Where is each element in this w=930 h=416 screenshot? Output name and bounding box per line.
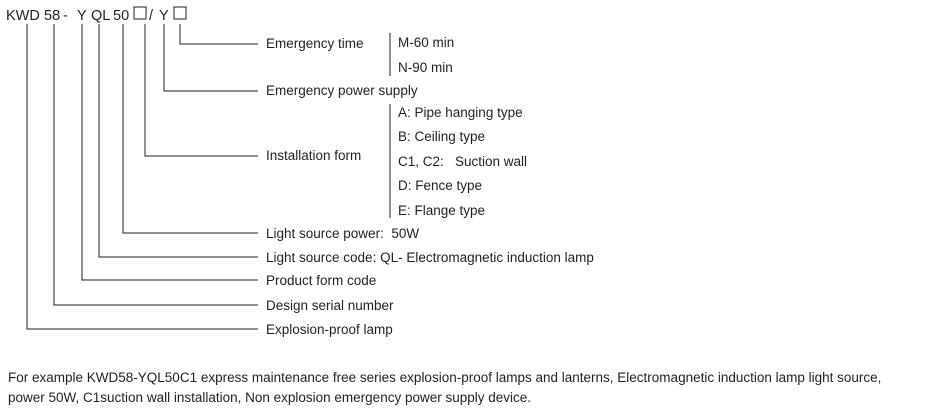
label-emergency-time: Emergency time <box>266 36 364 51</box>
label-design-serial-number: Design serial number <box>266 298 394 313</box>
option-c1-c2: C1, C2: Suction wall <box>398 154 528 169</box>
installation-placeholder-box <box>134 7 146 19</box>
leader-product-form-code <box>82 24 258 280</box>
example-description: For example KWD58-YQL50C1 express maintenance free series explosion-proof lamps and lanterns, Electromagnetic induction lamp light source, power 50W, C1suction wall installation, Non explosion emergency power supply device. <box>8 370 882 405</box>
code-series: 58 <box>44 8 61 24</box>
label-product-form-code: Product form code <box>266 273 377 288</box>
leader-light-source-power <box>123 24 258 233</box>
label-emergency-power-supply: Emergency power supply <box>266 83 418 98</box>
option-e: E: Flange type <box>398 203 486 218</box>
option-d: D: Fence type <box>398 178 483 193</box>
code-y2: Y <box>159 8 169 24</box>
code-kwd: KWD <box>6 8 40 24</box>
option-n-90: N-90 min <box>398 60 453 75</box>
leader-design-serial-number <box>54 24 258 305</box>
leader-explosion-proof-lamp <box>27 24 258 329</box>
option-m-60: M-60 min <box>398 35 455 50</box>
code-ql: QL <box>91 8 111 24</box>
option-a: A: Pipe hanging type <box>398 105 523 120</box>
emergency-time-placeholder-box <box>174 7 186 19</box>
label-light-source-power: Light source power: 50W <box>266 226 420 241</box>
label-light-source-code: Light source code: QL- Electromagnetic induction lamp <box>266 250 594 265</box>
option-b: B: Ceiling type <box>398 129 486 144</box>
label-explosion-proof-lamp: Explosion-proof lamp <box>266 322 393 337</box>
code-slash: / <box>149 8 154 24</box>
code-y: Y <box>77 8 87 24</box>
leader-emergency-time <box>180 24 258 44</box>
code-power: 50 <box>113 8 130 24</box>
code-dash: - <box>63 8 68 24</box>
leader-emergency-power-supply <box>164 24 258 91</box>
label-installation-form: Installation form <box>266 148 362 163</box>
